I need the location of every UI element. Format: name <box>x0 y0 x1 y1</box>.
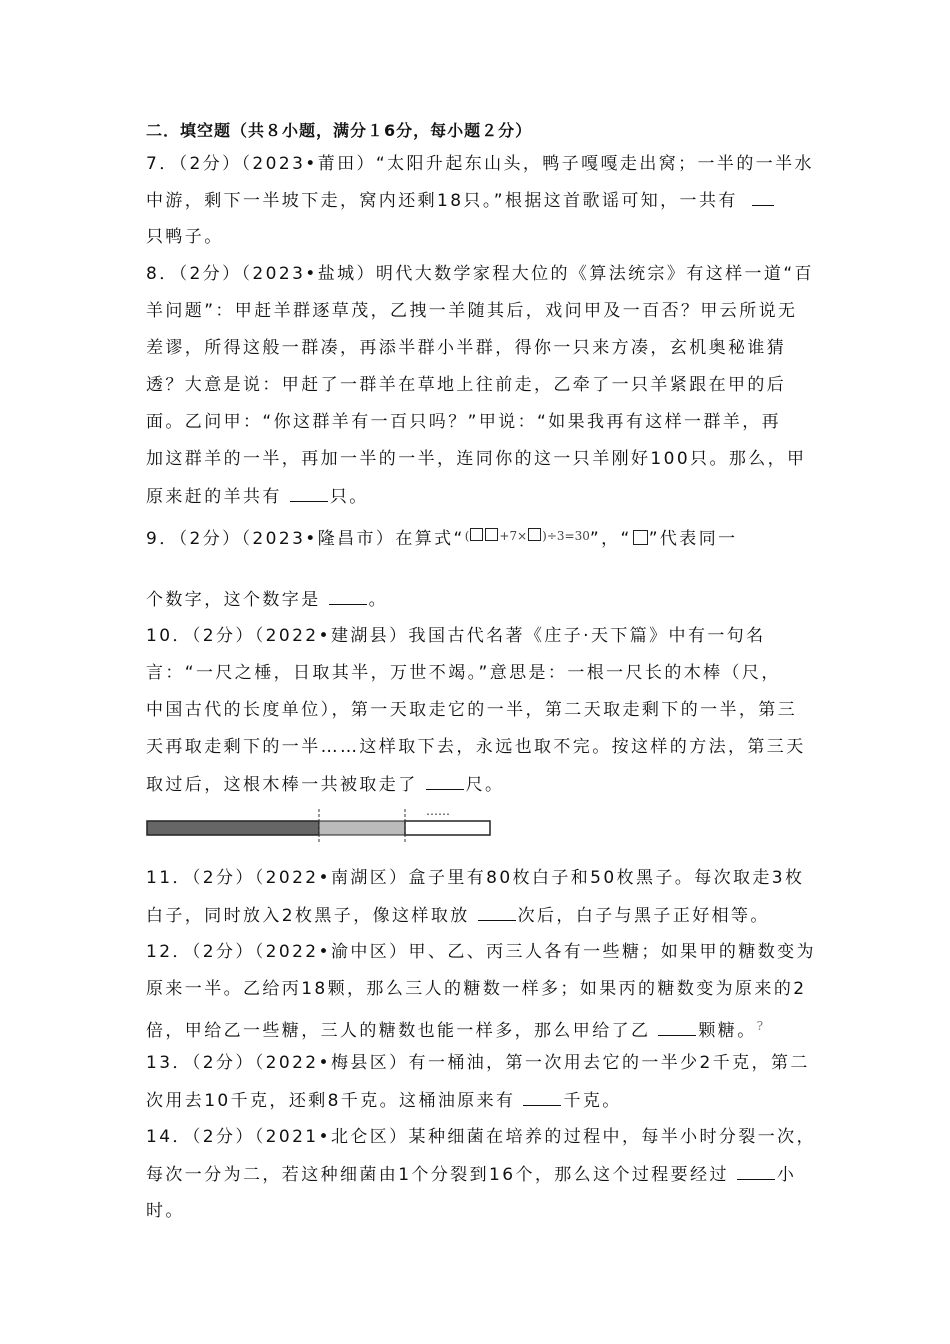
section-heading: 二．填空题（共８小题，满分１6分，每小题２分） <box>146 121 533 140</box>
q8-unit: 只。 <box>329 487 369 507</box>
q10-line-4: 天再取走剩下的一半……这样取下去，永远也取不完。按这样的方法，第三天 <box>146 737 806 757</box>
q8-line-7 <box>146 485 369 508</box>
q13-answer-blank[interactable] <box>523 1089 561 1106</box>
q14-line-1: 14．（2分）（2021•北仑区）某种细菌在培养的过程中，每半小时分裂一次， <box>146 1127 816 1147</box>
q14-line-3: 时。 <box>146 1201 185 1221</box>
q7-text: 中游，剩下一半坡下走，窝内还剩18只。”根据这首歌谣可知，一共有 <box>146 191 738 211</box>
q10-line-3: 中国古代的长度单位），第一天取走它的一半，第二天取走剩下的一半，第三 <box>146 700 798 720</box>
q10-line-2: 言：“一尺之棰，日取其半，万世不竭。”意思是：一根一尺长的木棒（尺， <box>146 663 781 683</box>
q8-line-1: 8．（2分）（2023•盐城）明代大数学家程大位的《算法统宗》有这样一道“百 <box>146 264 814 284</box>
q11-answer-blank[interactable] <box>478 904 516 921</box>
q10-line-1: 10．（2分）（2022•建湖县）我国古代名著《庄子·天下篇》中有一句名 <box>146 626 766 646</box>
q9-answer-blank[interactable] <box>329 588 367 605</box>
q7-line-2 <box>146 189 776 212</box>
q12-line-1: 12．（2分）（2022•渝中区）甲、乙、丙三人各有一些糖；如果甲的糖数变为 <box>146 942 816 962</box>
q10-unit: 尺。 <box>465 775 505 795</box>
q8-text: 原来赶的羊共有 <box>146 487 282 507</box>
formula-square-box <box>470 528 483 541</box>
q11-text-end: 次后，白子与黑子正好相等。 <box>517 906 770 926</box>
q14-text: 每次一分为二，若这种细菌由1个分裂到16个，那么这个过程要经过 <box>146 1165 729 1185</box>
q14-answer-blank[interactable] <box>737 1163 775 1180</box>
stick-day1-segment <box>147 821 319 835</box>
q12-line-3 <box>146 1015 763 1042</box>
q14-unit: 小 <box>776 1165 797 1185</box>
formula-middle: +7× <box>499 529 528 543</box>
q13-text: 次用去10千克，还剩8千克。这桶油原来有 <box>146 1091 516 1111</box>
q7-line-3: 只鸭子。 <box>146 227 224 247</box>
q8-line-2: 羊问题”：甲赶羊群逐草茂，乙拽一羊随其后，戏问甲及一百否？甲云所说无 <box>146 301 798 321</box>
q13-line-2 <box>146 1089 622 1112</box>
q9-line-1 <box>146 525 738 550</box>
q8-line-5: 面。乙问甲：“你这群羊有一百只吗？”甲说：“如果我再有这样一群羊，再 <box>146 412 782 432</box>
q8-answer-blank[interactable] <box>290 485 328 502</box>
stick-ellipsis: …… <box>426 805 450 818</box>
q9-text: 9．（2分）（2023•隆昌市）在算式“ <box>146 529 465 549</box>
q12-line-2: 原来一半。乙给丙18颗，那么三人的糖数一样多；如果丙的糖数变为原来的2 <box>146 979 807 999</box>
q9-period: 。 <box>368 590 389 610</box>
q11-line-2 <box>146 904 770 927</box>
wooden-stick-figure <box>146 805 496 845</box>
q9-text-2: 个数字，这个数字是 <box>146 590 321 610</box>
formula-square-box <box>528 528 541 541</box>
q9-line-2 <box>146 588 388 611</box>
formula-end: )÷3=30 <box>542 529 590 543</box>
q9-text-mid: ”，“ <box>589 529 632 549</box>
q13-line-1: 13．（2分）（2022•梅县区）有一桶油，第一次用去它的一半少2千克，第二 <box>146 1053 810 1073</box>
q8-line-3: 差谬，所得这般一群凑，再添半群小半群，得你一只来方凑，玄机奥秘谁猜 <box>146 338 787 358</box>
q12-unit: 颗糖。 <box>698 1021 757 1041</box>
stray-mark: ? <box>756 1019 764 1033</box>
q7-answer-blank[interactable] <box>752 189 774 206</box>
q9-formula <box>465 525 590 547</box>
formula-square-box <box>485 528 498 541</box>
q14-line-2 <box>146 1163 796 1186</box>
q10-line-5 <box>146 773 504 796</box>
q8-line-4: 透？大意是说：甲赶了一群羊在草地上往前走，乙牵了一只羊紧跟在甲的后 <box>146 375 787 395</box>
q12-text: 倍，甲给乙一些糖，三人的糖数也能一样多，那么甲给了乙 <box>146 1021 651 1041</box>
q9-text-end: ”代表同一 <box>648 529 738 549</box>
stick-day2-segment <box>319 821 405 835</box>
stick-remaining-segment <box>405 821 490 835</box>
q11-text: 白子，同时放入2枚黑子，像这样取放 <box>146 906 470 926</box>
q12-answer-blank[interactable] <box>658 1019 696 1036</box>
q13-unit: 千克。 <box>563 1091 622 1111</box>
formula-open-paren: ( <box>464 529 470 543</box>
q9-square-symbol <box>633 530 648 545</box>
q8-line-6: 加这群羊的一半，再加一半的一半，连同你的这一只羊刚好100只。那么，甲 <box>146 449 807 469</box>
q10-answer-blank[interactable] <box>426 773 464 790</box>
q10-text: 取过后，这根木棒一共被取走了 <box>146 775 418 795</box>
q7-line-1: 7．（2分）（2023•莆田）“太阳升起东山头，鸭子嘎嘎走出窝；一半的一半水 <box>146 154 814 174</box>
q11-line-1: 11．（2分）（2022•南湖区）盒子里有80枚白子和50枚黑子。每次取走3枚 <box>146 868 805 888</box>
